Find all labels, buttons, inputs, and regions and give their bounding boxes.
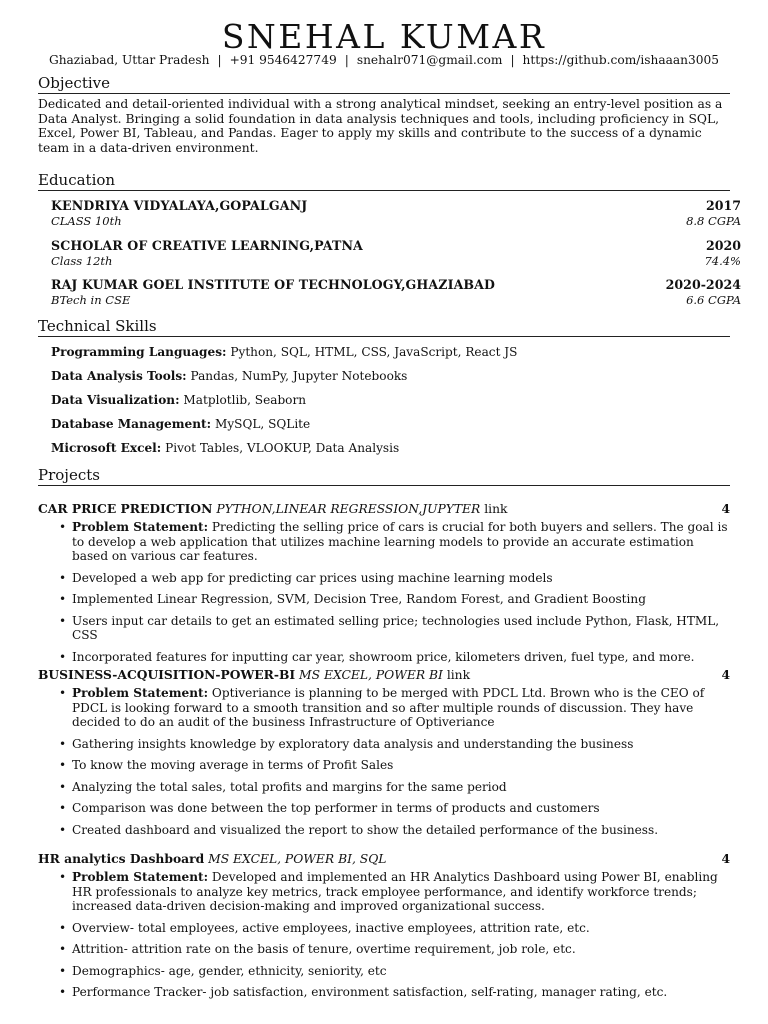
section-divider <box>38 485 730 486</box>
objective-text: Dedicated and detail-oriented individual with a strong analytical mindset, seeking an entry-level position as a Data Analyst. Bringing a solid foundation in data analysis techniques and tools, including proficiency in SQL, Excel, Power BI, Tableau, and Pandas. Eager to apply my skills and contribute to the success of a dynamic team in a data-driven environment. <box>38 97 723 155</box>
section-divider <box>38 336 730 337</box>
separator: | <box>217 53 222 67</box>
bullet-bold: Problem Statement: <box>72 520 209 534</box>
list-item <box>56 823 732 838</box>
skill-label: Data Analysis Tools: <box>51 369 187 383</box>
skill-row <box>51 441 399 456</box>
location-text: Ghaziabad, Uttar Pradesh <box>48 53 210 67</box>
skill-value: Pivot Tables, VLOOKUP, Data Analysis <box>165 441 400 455</box>
education-year: 2020 <box>705 238 741 253</box>
skills-heading: Technical Skills <box>38 317 157 335</box>
skill-label: Microsoft Excel: <box>51 441 162 455</box>
project-tech: MS EXCEL, POWER BI, SQL <box>208 852 387 866</box>
bullet-text: Users input car details to get an estimated selling price; technologies used include Python, Flask, HTML, CSS <box>72 613 720 642</box>
list-item <box>56 870 732 914</box>
education-entry <box>51 198 741 228</box>
institution-name: RAJ KUMAR GOEL INSTITUTE OF TECHNOLOGY,GHAZIABAD <box>51 277 496 292</box>
objective-heading: Objective <box>38 74 111 92</box>
education-entry <box>51 277 741 307</box>
list-item <box>56 686 732 730</box>
project-header <box>38 501 730 517</box>
bullet-text: Attrition- attrition rate on the basis of tenure, overtime requirement, job role, etc. <box>72 942 576 956</box>
skill-value: Python, SQL, HTML, CSS, JavaScript, React JS <box>230 345 518 359</box>
bullet-bold: Problem Statement: <box>72 870 209 884</box>
phone-link[interactable]: +91 9546427749 <box>229 53 337 67</box>
bullet-bold: Problem Statement: <box>72 686 209 700</box>
project-name: CAR PRICE PREDICTION <box>38 501 213 516</box>
education-score: 8.8 CGPA <box>686 214 741 228</box>
list-item <box>56 592 732 607</box>
list-item <box>56 985 732 1000</box>
project-tech: MS EXCEL, POWER BI <box>299 668 443 682</box>
skill-row <box>51 393 306 408</box>
separator: | <box>344 53 349 67</box>
list-item <box>56 520 732 564</box>
separator: | <box>510 53 515 67</box>
contact-line <box>0 51 768 69</box>
skill-row <box>51 369 407 384</box>
bullet-text: Performance Tracker- job satisfaction, environment satisfaction, self-rating, manager rating, etc. <box>72 985 668 999</box>
candidate-name: SNEHAL KUMAR <box>221 17 547 56</box>
education-year: 2020-2024 <box>665 277 741 292</box>
degree-name: Class 12th <box>51 254 113 268</box>
list-item <box>56 758 732 773</box>
list-item <box>56 571 732 586</box>
project-tech: PYTHON,LINEAR REGRESSION,JUPYTER <box>216 502 481 516</box>
project-header <box>38 667 730 683</box>
education-year: 2017 <box>705 198 741 213</box>
skill-label: Database Management: <box>51 417 212 431</box>
bullet-text: Overview- total employees, active employees, inactive employees, attrition rate, etc. <box>72 920 590 935</box>
project-mark: 4 <box>721 501 730 516</box>
project-link[interactable]: link <box>446 668 471 682</box>
bullet-text: Gathering insights knowledge by exploratory data analysis and understanding the business <box>72 736 634 751</box>
bullet-text: Developed and implemented an HR Analytics Dashboard using Power BI, enabling HR professionals to analyze key metrics, track employee performance, and identify workforce trends; increased data-driven decision-making and improved organizational success. <box>72 870 718 913</box>
skill-row <box>51 417 310 432</box>
list-item <box>56 780 732 795</box>
section-divider <box>38 190 730 191</box>
section-divider <box>38 93 730 94</box>
project-bullets <box>56 870 732 1000</box>
list-item <box>56 964 732 979</box>
bullet-text: Incorporated features for inputting car year, showroom price, kilometers driven, fuel type, and more. <box>72 649 695 664</box>
bullet-text: To know the moving average in terms of Profit Sales <box>72 758 394 772</box>
skill-value: Matplotlib, Seaborn <box>183 393 307 407</box>
project-bullets <box>56 686 732 837</box>
institution-name: KENDRIYA VIDYALAYA,GOPALGANJ <box>51 198 308 213</box>
list-item <box>56 801 732 816</box>
bullet-text: Implemented Linear Regression, SVM, Decision Tree, Random Forest, and Gradient Boosting <box>72 592 646 606</box>
education-entry <box>51 238 741 268</box>
degree-name: CLASS 10th <box>51 214 122 228</box>
list-item <box>56 650 732 665</box>
list-item <box>56 942 732 957</box>
email-link[interactable]: snehalr071@gmail.com <box>356 53 503 67</box>
institution-name: SCHOLAR OF CREATIVE LEARNING,PATNA <box>51 238 363 253</box>
project-bullets <box>56 520 732 664</box>
project-name: BUSINESS-ACQUISITION-POWER-BI <box>38 667 296 682</box>
bullet-text: Predicting the selling price of cars is crucial for both buyers and sellers. The goal is to develop a web application that utilizes machine learning models to provide an accurate estimation based on various car features. <box>72 520 728 563</box>
project-name: HR analytics Dashboard <box>38 851 205 866</box>
bullet-text: Created dashboard and visualized the report to show the detailed performance of the business. <box>72 822 659 837</box>
bullet-text: Developed a web app for predicting car prices using machine learning models <box>72 570 553 585</box>
bullet-text: Demographics- age, gender, ethnicity, seniority, etc <box>72 963 387 978</box>
projects-heading: Projects <box>38 466 100 484</box>
skill-label: Programming Languages: <box>51 345 227 359</box>
education-score: 74.4% <box>704 254 741 268</box>
skill-value: MySQL, SQLite <box>214 417 311 431</box>
project-mark: 4 <box>721 667 730 682</box>
list-item <box>56 614 732 643</box>
skill-row <box>51 345 517 360</box>
bullet-text: Analyzing the total sales, total profits and margins for the same period <box>72 779 507 794</box>
list-item <box>56 737 732 752</box>
bullet-text: Comparison was done between the top performer in terms of products and customers <box>72 801 600 815</box>
skill-value: Pandas, NumPy, Jupyter Notebooks <box>190 369 408 383</box>
list-item <box>56 921 732 936</box>
skill-label: Data Visualization: <box>51 393 180 407</box>
degree-name: BTech in CSE <box>51 293 131 307</box>
project-mark: 4 <box>721 851 730 866</box>
education-score: 6.6 CGPA <box>686 293 741 307</box>
github-link[interactable]: https://github.com/ishaaan3005 <box>522 53 720 67</box>
education-heading: Education <box>38 171 116 189</box>
project-header <box>38 851 730 867</box>
bullet-text: Optiveriance is planning to be merged with PDCL Ltd. Brown who is the CEO of PDCL is looking forward to a smooth transition and so after multiple rounds of discussion. They have decided to do an audit of the business Infrastructure of Optiveriance <box>72 686 705 729</box>
project-link[interactable]: link <box>484 502 508 516</box>
